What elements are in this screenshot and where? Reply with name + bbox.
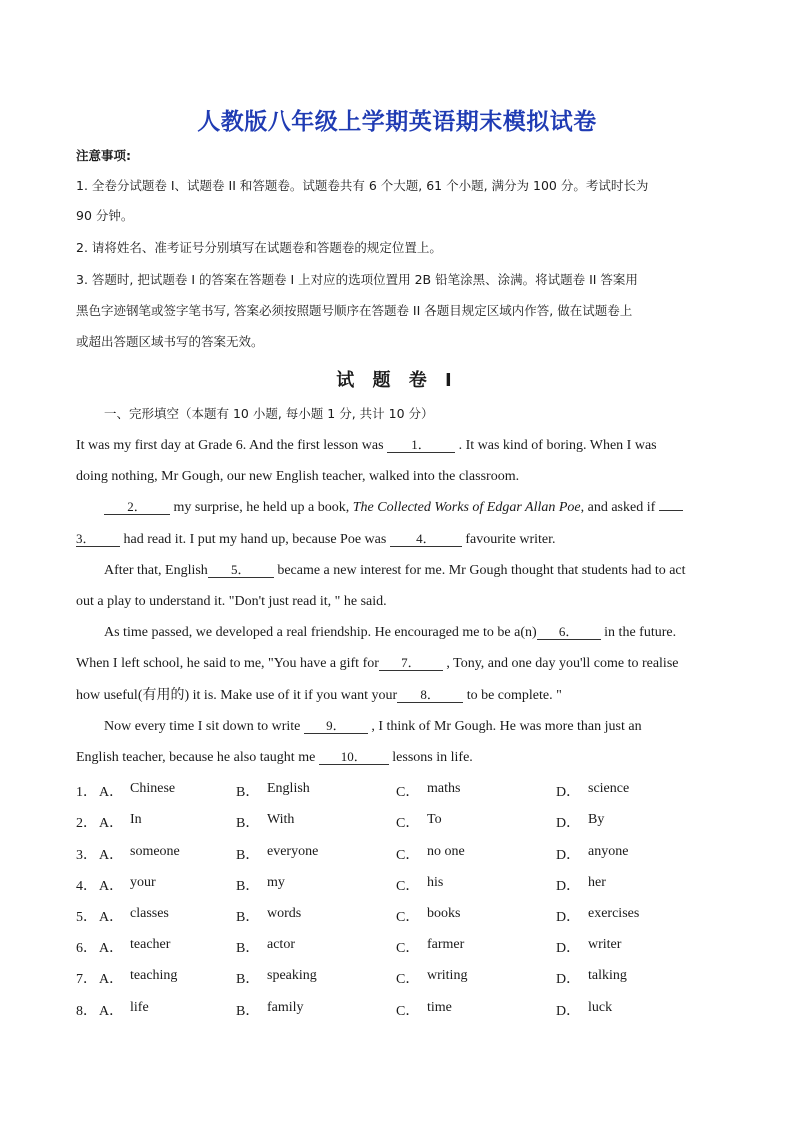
- notice-line: 或超出答题区域书写的答案无效。: [76, 334, 264, 349]
- option-text[interactable]: his: [427, 875, 444, 890]
- option-letter: D．: [556, 1004, 581, 1019]
- option-letter: C．: [396, 910, 420, 925]
- option-letter: C．: [396, 816, 420, 831]
- option-letter: D．: [556, 879, 581, 894]
- option-letter: D．: [556, 972, 581, 987]
- option-text[interactable]: In: [130, 812, 142, 827]
- notice-line: 3. 答题时, 把试题卷 I 的答案在答题卷 I 上对应的选项位置用 2B 铅笔涂黑、涂满。将试题卷 II 答案用: [76, 272, 638, 287]
- option-text[interactable]: anyone: [588, 844, 629, 859]
- option-text[interactable]: someone: [130, 844, 180, 859]
- option-text[interactable]: luck: [588, 1000, 613, 1015]
- blank-6[interactable]: 6．: [537, 625, 601, 640]
- question-number: 1．: [76, 785, 97, 800]
- blank-5[interactable]: 5．: [208, 563, 274, 578]
- option-letter: B．: [236, 879, 260, 894]
- question-number: 5．: [76, 910, 97, 925]
- option-letter: A．: [99, 848, 124, 863]
- option-text[interactable]: By: [588, 812, 605, 827]
- blank-3-start[interactable]: [659, 510, 683, 511]
- option-text[interactable]: Chinese: [130, 781, 176, 796]
- question-number: 7．: [76, 972, 97, 987]
- option-letter: C．: [396, 785, 420, 800]
- notice-line: 1. 全卷分试题卷 I、试题卷 II 和答题卷。试题卷共有 6 个大题, 61 个小题, 满分为 100 分。考试时长为: [76, 178, 649, 193]
- question-number: 4．: [76, 879, 97, 894]
- option-letter: A．: [99, 785, 124, 800]
- blank-4[interactable]: 4．: [390, 532, 462, 547]
- notice-line: 90 分钟。: [76, 208, 134, 223]
- option-text[interactable]: talking: [588, 968, 627, 983]
- part-heading: 一、完形填空（本题有 10 小题, 每小题 1 分, 共计 10 分）: [104, 406, 434, 421]
- option-letter: C．: [396, 972, 420, 987]
- option-letter: B．: [236, 1004, 260, 1019]
- option-letter: A．: [99, 972, 124, 987]
- option-text[interactable]: actor: [267, 937, 295, 952]
- option-letter: B．: [236, 816, 260, 831]
- question-number: 2．: [76, 816, 97, 831]
- option-text[interactable]: everyone: [267, 844, 319, 859]
- option-text[interactable]: words: [267, 906, 302, 921]
- option-text[interactable]: time: [427, 1000, 452, 1015]
- option-letter: B．: [236, 941, 260, 956]
- passage-line: 3． had read it. I put my hand up, because Poe was 4． favourite writer.: [76, 531, 556, 547]
- option-text[interactable]: your: [130, 875, 156, 890]
- option-text[interactable]: speaking: [267, 968, 317, 983]
- question-number: 3．: [76, 848, 97, 863]
- option-letter: C．: [396, 848, 420, 863]
- notice-heading: 注意事项:: [76, 148, 131, 163]
- option-letter: B．: [236, 910, 260, 925]
- option-letter: A．: [99, 879, 124, 894]
- option-letter: B．: [236, 848, 260, 863]
- passage-line: Now every time I sit down to write 9． , I think of Mr Gough. He was more than just an: [104, 718, 642, 734]
- option-text[interactable]: writing: [427, 968, 468, 983]
- passage-line: As time passed, we developed a real friendship. He encouraged me to be a(n) 6． in the future.: [104, 624, 677, 640]
- option-text[interactable]: To: [427, 812, 442, 827]
- option-letter: A．: [99, 1004, 124, 1019]
- option-text[interactable]: English: [267, 781, 310, 796]
- passage-line: It was my first day at Grade 6. And the first lesson was 1． . It was kind of boring. When I was: [76, 437, 657, 453]
- passage-line: English teacher, because he also taught me 10． lessons in life.: [76, 749, 473, 765]
- option-text[interactable]: classes: [130, 906, 169, 921]
- option-letter: D．: [556, 816, 581, 831]
- option-text[interactable]: teacher: [130, 937, 171, 952]
- question-number: 8．: [76, 1004, 97, 1019]
- option-letter: A．: [99, 910, 124, 925]
- option-letter: C．: [396, 879, 420, 894]
- option-letter: C．: [396, 941, 420, 956]
- blank-3[interactable]: 3．: [76, 532, 120, 547]
- blank-9[interactable]: 9．: [304, 719, 368, 734]
- option-text[interactable]: writer: [588, 937, 622, 952]
- option-text[interactable]: maths: [427, 781, 461, 796]
- option-letter: C．: [396, 1004, 420, 1019]
- exam-title: 人教版八年级上学期英语期末模拟试卷: [197, 109, 597, 135]
- option-text[interactable]: books: [427, 906, 461, 921]
- passage-line: doing nothing, Mr Gough, our new English teacher, walked into the classroom.: [76, 469, 520, 484]
- blank-8[interactable]: 8．: [397, 688, 463, 703]
- option-letter: D．: [556, 910, 581, 925]
- option-text[interactable]: family: [267, 1000, 304, 1015]
- blank-1[interactable]: 1．: [387, 438, 455, 453]
- option-letter: D．: [556, 941, 581, 956]
- book-title: The Collected Works of Edgar Allan Poe: [352, 500, 581, 515]
- option-text[interactable]: With: [267, 812, 295, 827]
- option-text[interactable]: life: [130, 1000, 149, 1015]
- option-letter: B．: [236, 785, 260, 800]
- option-text[interactable]: exercises: [588, 906, 640, 921]
- option-letter: D．: [556, 848, 581, 863]
- passage-line: 2． my surprise, he held up a book, The Collected Works of Edgar Allan Poe, and asked if: [104, 500, 683, 516]
- option-letter: A．: [99, 941, 124, 956]
- blank-7[interactable]: 7．: [379, 656, 443, 671]
- blank-10[interactable]: 10．: [319, 750, 389, 765]
- option-letter: B．: [236, 972, 260, 987]
- passage-line: When I left school, he said to me, "You have a gift for 7． , Tony, and one day you'll come to realise: [76, 655, 679, 671]
- notice-line: 黑色字迹钢笔或签字笔书写, 答案必须按照题号顺序在答题卷 II 各题目规定区域内作答, 做在试题卷上: [76, 303, 633, 318]
- option-letter: D．: [556, 785, 581, 800]
- option-text[interactable]: teaching: [130, 968, 178, 983]
- passage-line: After that, English 5． became a new interest for me. Mr Gough thought that students had to act: [104, 562, 686, 578]
- option-letter: A．: [99, 816, 124, 831]
- passage-line: how useful(有用的) it is. Make use of it if you want your 8． to be complete. ": [76, 687, 562, 703]
- blank-2[interactable]: 2．: [104, 500, 170, 515]
- option-text[interactable]: farmer: [427, 937, 465, 952]
- passage-line: out a play to understand it. "Don't just read it, " he said.: [76, 594, 387, 609]
- option-text[interactable]: science: [588, 781, 630, 796]
- option-text[interactable]: my: [267, 875, 285, 890]
- question-number: 6．: [76, 941, 97, 956]
- notice-line: 2. 请将姓名、准考证号分别填写在试题卷和答题卷的规定位置上。: [76, 240, 442, 255]
- option-text[interactable]: no one: [427, 844, 465, 859]
- section-title: 试 题 卷 I: [336, 370, 458, 391]
- option-text[interactable]: her: [588, 875, 606, 890]
